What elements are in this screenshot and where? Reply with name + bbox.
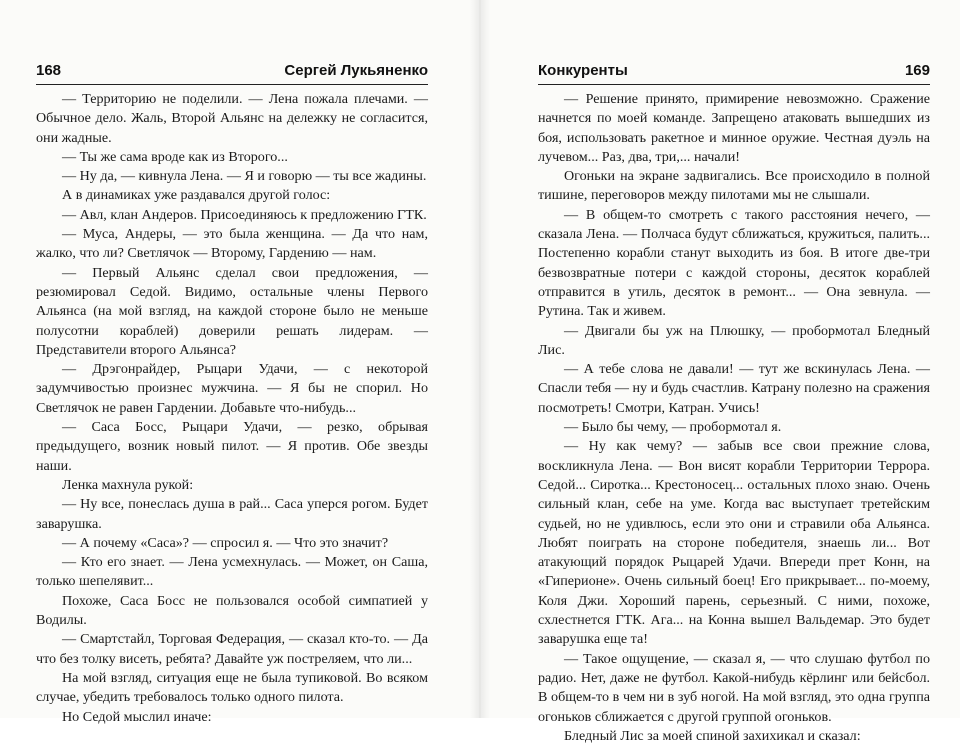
- left-running-head: Сергей Лукьяненко: [284, 62, 428, 79]
- book-gutter: [470, 0, 490, 718]
- paragraph: — Двигали бы уж на Плюшку, — пробормотал Бледный Лис.: [538, 322, 930, 358]
- paragraph: — Ты же сама вроде как из Второго...: [62, 148, 288, 165]
- paragraph: — Ну да, — кивнула Лена. — Я и говорю — ты все жадины.: [62, 168, 427, 185]
- paragraph: — Было бы чему, — пробормотал я.: [564, 419, 782, 436]
- paragraph: Но Седой мыслил иначе:: [62, 708, 212, 725]
- paragraph: — Авл, клан Андеров. Присоединяюсь к предложению ГТК.: [62, 206, 427, 223]
- left-page: [36, 62, 428, 727]
- left-page-header: [36, 62, 428, 82]
- paragraph: Похоже, Саса Босс не пользовался особой симпатией у Водилы.: [36, 592, 428, 629]
- paragraph: — А почему «Саса»? — спросил я. — Что это значит?: [62, 534, 389, 551]
- paragraph: А в динамиках уже раздавался другой голос:: [62, 187, 331, 204]
- right-page-body: [538, 90, 930, 746]
- right-header-rule: [538, 84, 930, 85]
- paragraph: — Первый Альянс сделал свои предложения, — резюмировал Седой. Видимо, остальные члены Первого Альянса (на мой взгляд, на каждой стороне было не меньше полусотни кораблей) доверили решать лидерам. — Представители второго Альянса?: [36, 264, 428, 358]
- paragraph: Бледный Лис за моей спиной захихикал и сказал:: [564, 727, 861, 744]
- right-page-number: 169: [904, 62, 930, 79]
- paragraph: — Муса, Андеры, — это была женщина. — Да что нам, жалко, что ли? Светлячок — Второму, Гардению — нам.: [36, 226, 428, 262]
- paragraph: — Решение принято, примирение невозможно. Сражение начнется по моей команде. Запрещено атаковать вышедших из боя, использовать ракетное и минное оружие. Честная дуэль на лучевом... Раз, два, три,... начали!: [538, 91, 930, 165]
- paragraph: Огоньки на экране задвигались. Все происходило в полной тишине, переговоров между пилотами мы не слышали.: [538, 168, 930, 204]
- paragraph: — Ну как чему? — забыв все свои прежние слова, воскликнула Лена. — Вон висят корабли Территории Террора. Седой... Сиротка... Крестоносец... остальных плохо знаю. Очень сильный клан, себе на уме. Когда вас выступает третейским судьей, но не удивлюсь, если это они и стравили оба Альянса. Любят поиграть на стороне победителя, знаешь ли... Вот атакующий порядок Рыцарей Удачи. Впереди прет Конн, на «Гиперионе». Очень сильный боец! Его прикрывает... по-моему, Коля Джи. Хороший парень, серьезный. С ними, похоже, схлестнется ГТК. Ага... на Конна вышел Вальдемар. Это будет заварушка еще та!: [538, 438, 930, 648]
- paragraph: — Территорию не поделили. — Лена пожала плечами. — Обычное дело. Жаль, Второй Альянс на дележку не согласится, они жадные.: [36, 91, 428, 146]
- right-running-head: Конкуренты: [538, 62, 628, 79]
- left-page-body: [36, 90, 428, 727]
- right-page: [538, 62, 930, 746]
- paragraph: — В общем-то смотреть с такого расстояния нечего, — сказала Лена. — Полчаса будут сближаться, кружиться, палить... Постепенно корабли станут выходить из боя. В итоге две-три безвозвратные потери с каждой стороны, десяток кораблей отправится в утиль, десяток в ремонт... — Она зевнула. — Рутина. Так и живем.: [538, 206, 930, 320]
- left-page-number: 168: [36, 62, 62, 79]
- paragraph: Ленка махнула рукой:: [62, 476, 194, 493]
- paragraph: — Ну все, понеслась душа в рай... Саса уперся рогом. Будет заварушка.: [36, 496, 428, 532]
- right-page-header: [538, 62, 930, 82]
- paragraph: — А тебе слова не давали! — тут же вскинулась Лена. — Спасли тебя — ну и будь счастлив. Катрану полезно на сражения посмотреть! Смотри, Катран. Учись!: [538, 361, 930, 416]
- paragraph: На мой взгляд, ситуация еще не была тупиковой. Во всяком случае, убедить требовалось только одного пилота.: [36, 669, 428, 706]
- paragraph: — Саса Босс, Рыцари Удачи, — резко, обрывая предыдущего, возник новый пилот. — Я против. Обе звезды наши.: [36, 419, 428, 474]
- paragraph: — Смартстайл, Торговая Федерация, — сказал кто-то. — Да что без толку висеть, ребята? Давайте уж постреляем, что ли...: [36, 631, 428, 667]
- paragraph: — Кто его знает. — Лена усмехнулась. — Может, он Саша, только шепелявит...: [36, 554, 428, 590]
- paragraph: — Такое ощущение, — сказал я, — что слушаю футбол по радио. Нет, даже не футбол. Какой-нибудь кёрлинг или бейсбол. В общем-то в чем ни в зуб ногой. На мой взгляд, это одна группа огоньков сближается с другой группой огоньков.: [538, 650, 930, 725]
- paragraph: — Дрэгонрайдер, Рыцари Удачи, — с некоторой задумчивостью произнес мужчина. — Я бы не спорил. Но Светлячок не равен Гардении. Добавьте что-нибудь...: [36, 361, 428, 416]
- left-header-rule: [36, 84, 428, 85]
